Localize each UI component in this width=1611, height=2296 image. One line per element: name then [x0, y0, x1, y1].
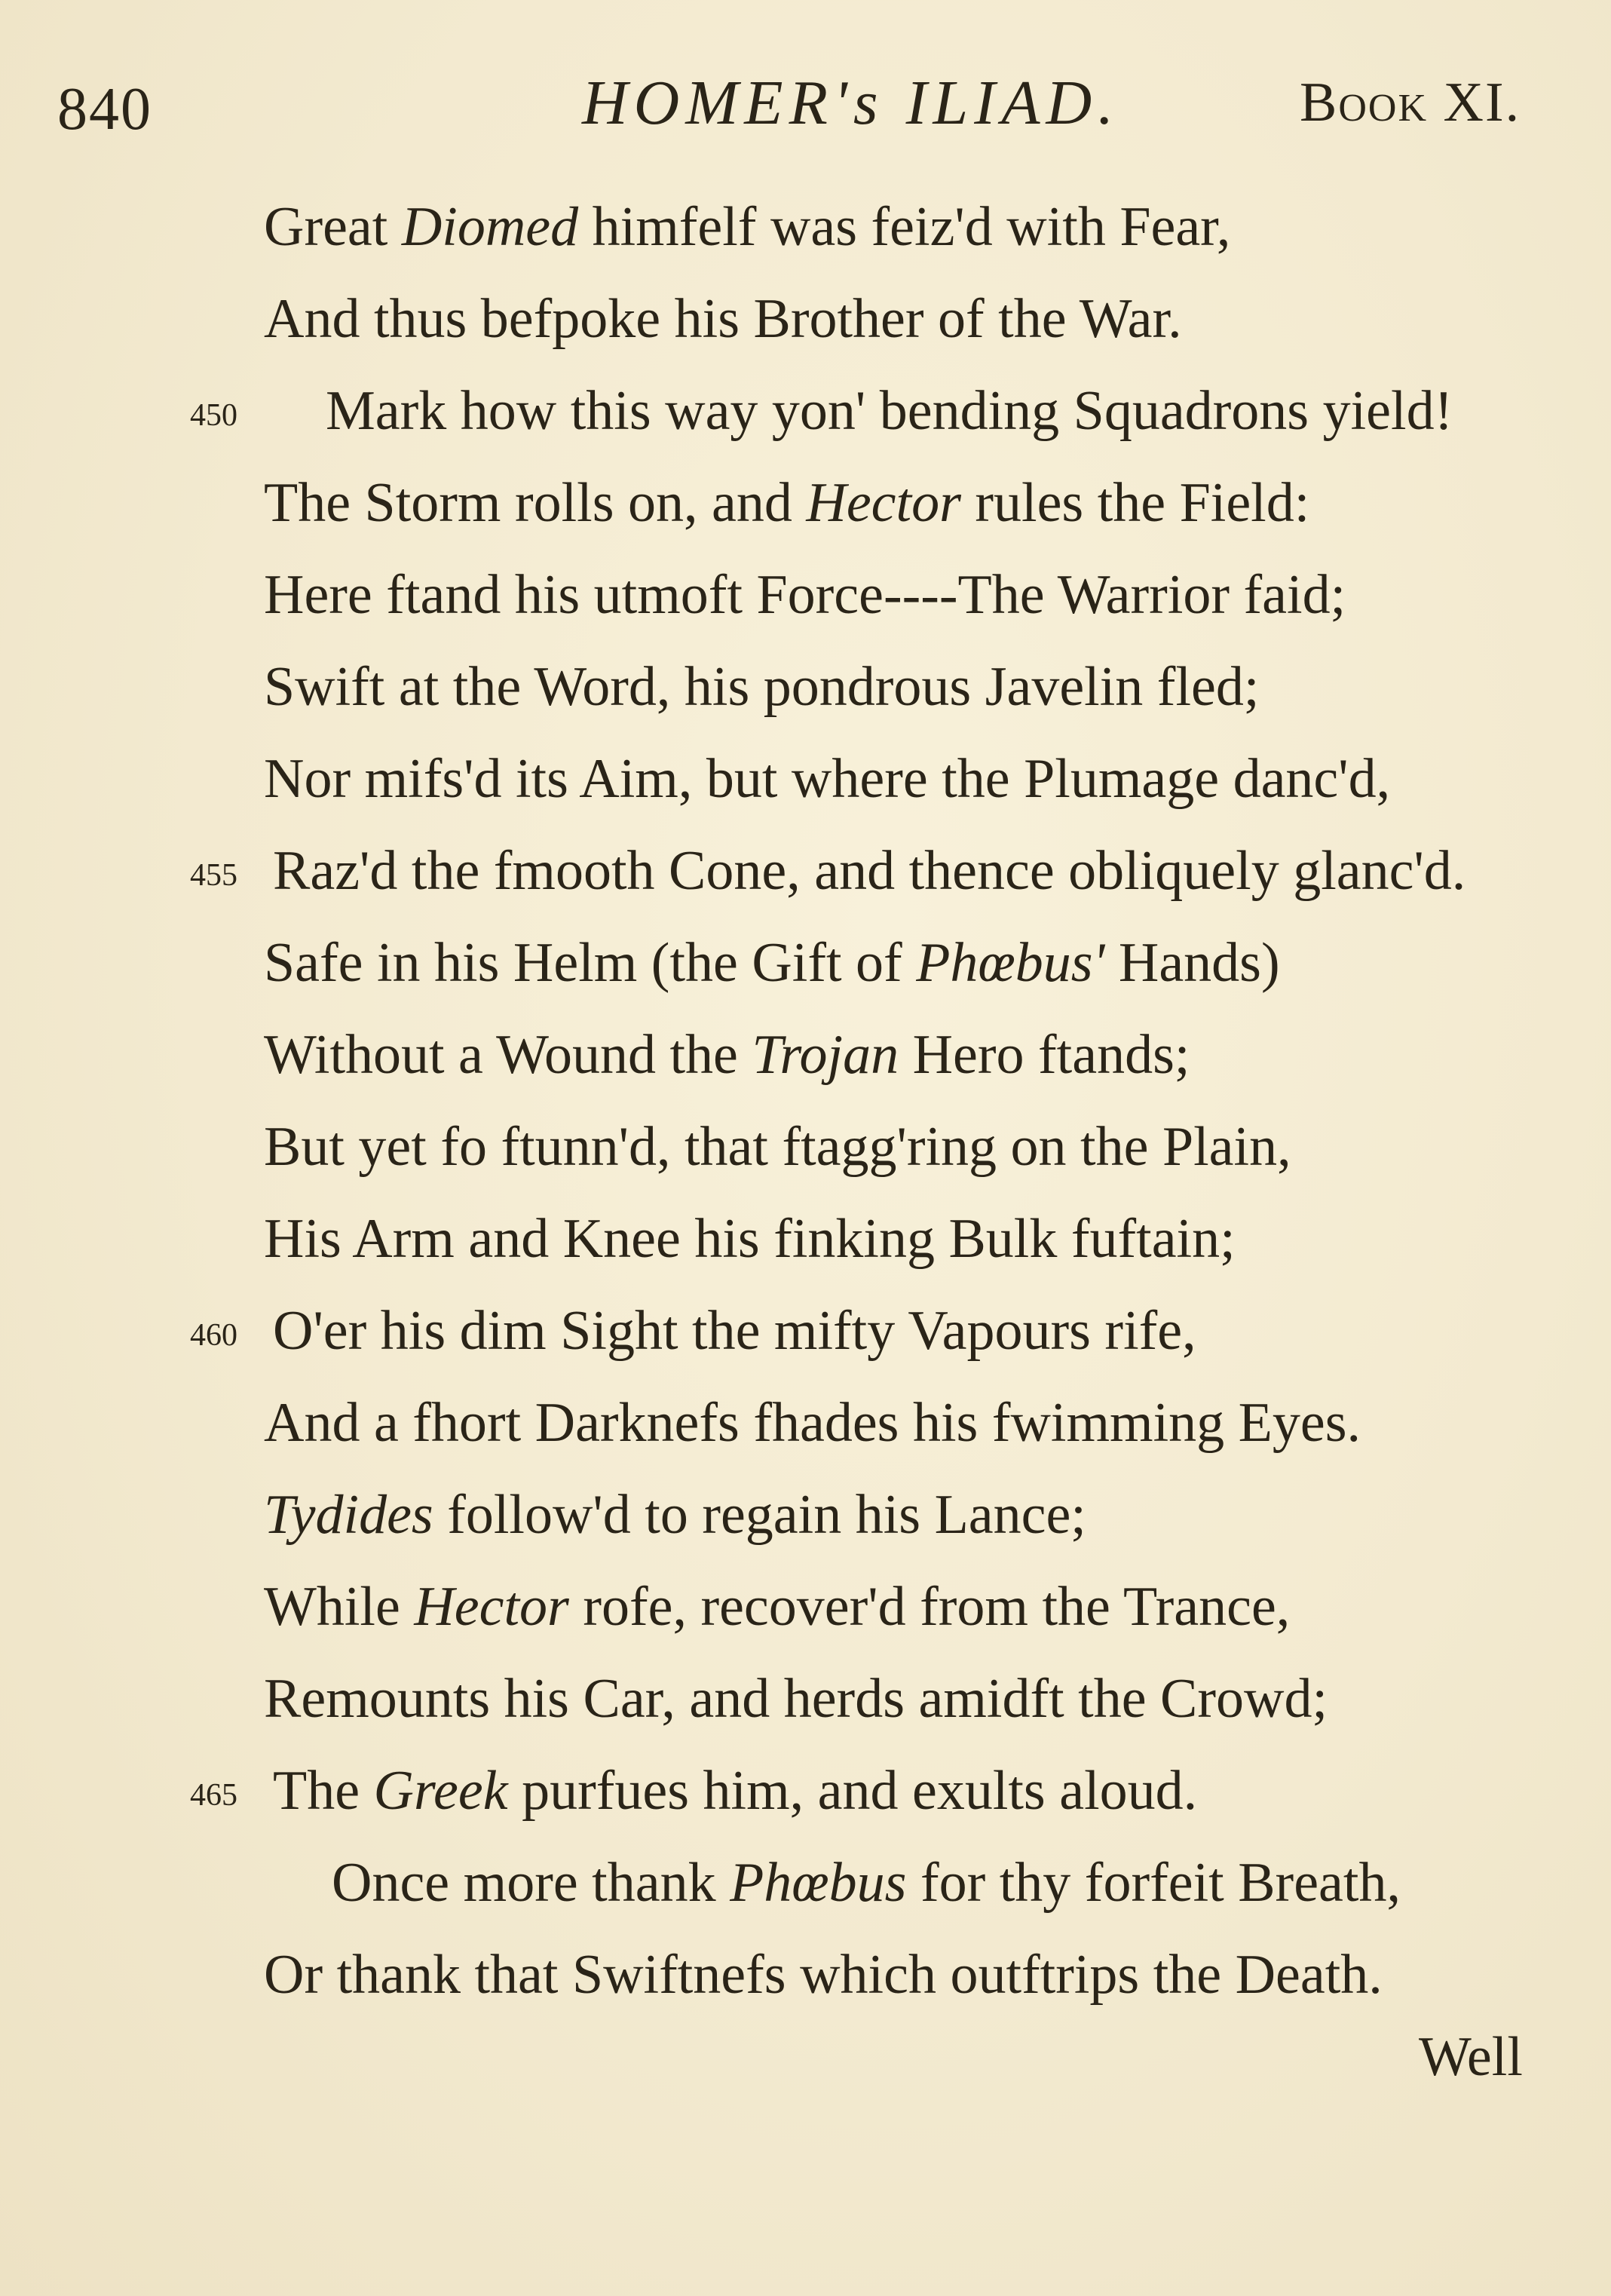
verse-text: [326, 365, 1453, 457]
verse-fragment: rofe, recover'd from the Trance,: [568, 1576, 1291, 1638]
page-number: 840: [57, 76, 152, 143]
verse-fragment: Or thank that Swiftnefs which outftrips the Death.: [264, 1944, 1383, 2006]
verse-line: [0, 641, 1611, 733]
verse-line: [0, 1653, 1611, 1745]
verse-text: [273, 825, 1466, 917]
poem-text: [0, 181, 1611, 2021]
verse-line: [0, 1377, 1611, 1469]
italic-name: Trojan: [752, 1024, 899, 1086]
verse-line: [0, 1929, 1611, 2021]
verse-fragment: But yet fo ftunn'd, that ftagg'ring on the Plain,: [264, 1116, 1291, 1178]
verse-text: [273, 1285, 1196, 1377]
verse-text: [264, 1009, 1190, 1101]
verse-line: [0, 1469, 1611, 1561]
verse-line: [0, 825, 1611, 917]
verse-fragment: O'er his dim Sight the mifty Vapours rife,: [273, 1300, 1196, 1362]
verse-text: [264, 549, 1346, 641]
verse-fragment: Nor mifs'd its Aim, but where the Plumage danc'd,: [264, 748, 1391, 810]
verse-text: [264, 1193, 1236, 1285]
verse-line: [0, 1285, 1611, 1377]
verse-fragment: Mark how this way yon' bending Squadrons yield!: [326, 380, 1453, 442]
verse-fragment: Hero ftands;: [899, 1024, 1190, 1086]
line-number: 460: [190, 1318, 237, 1353]
verse-fragment: Great: [264, 196, 402, 258]
verse-text: [264, 733, 1390, 825]
verse-text: [264, 1101, 1291, 1193]
verse-line: [0, 1101, 1611, 1193]
verse-text: [264, 273, 1182, 365]
verse-fragment: himfelf was feiz'd with Fear,: [578, 196, 1231, 258]
verse-text: [264, 1561, 1290, 1653]
verse-fragment: Once more thank: [332, 1852, 730, 1914]
italic-name: Hector: [414, 1576, 569, 1638]
italic-name: Hector: [806, 472, 961, 534]
verse-text: [264, 1653, 1328, 1745]
italic-name: Greek: [373, 1760, 508, 1822]
verse-fragment: Swift at the Word, his pondrous Javelin fled;: [264, 656, 1260, 718]
verse-fragment: While: [264, 1576, 415, 1638]
verse-text: [264, 917, 1280, 1009]
verse-fragment: The: [273, 1760, 374, 1822]
verse-line: [0, 365, 1611, 457]
verse-fragment: Here ftand his utmoft Force----The Warrior faid;: [264, 564, 1346, 626]
line-number: 450: [190, 398, 237, 433]
verse-text: [332, 1837, 1401, 1929]
page-header: [0, 66, 1611, 142]
verse-line: [0, 1193, 1611, 1285]
verse-text: [264, 1469, 1086, 1561]
verse-fragment: for thy forfeit Breath,: [906, 1852, 1401, 1914]
verse-fragment: Hands): [1104, 932, 1280, 994]
verse-text: [264, 641, 1259, 733]
italic-name: Diomed: [401, 196, 579, 258]
verse-text: [264, 181, 1230, 273]
verse-fragment: And thus befpoke his Brother of the War.: [264, 288, 1182, 350]
verse-line: [0, 273, 1611, 365]
verse-fragment: Remounts his Car, and herds amidft the Crowd;: [264, 1668, 1328, 1730]
verse-fragment: His Arm and Knee his finking Bulk fuftain;: [264, 1208, 1236, 1270]
running-title: HOMER's ILIAD.: [582, 68, 1120, 138]
verse-fragment: And a fhort Darknefs fhades his fwimming Eyes.: [264, 1392, 1361, 1454]
line-number: 465: [190, 1778, 237, 1813]
verse-text: [264, 1929, 1383, 2021]
verse-line: [0, 1561, 1611, 1653]
verse-fragment: rules the Field:: [960, 472, 1310, 534]
italic-name: Phœbus': [916, 932, 1105, 994]
italic-name: Phœbus: [730, 1852, 907, 1914]
verse-line: [0, 733, 1611, 825]
verse-text: [264, 457, 1309, 549]
verse-line: [0, 1009, 1611, 1101]
verse-line: [0, 1745, 1611, 1837]
verse-line: [0, 457, 1611, 549]
verse-fragment: Raz'd the fmooth Cone, and thence obliquely glanc'd.: [273, 840, 1466, 902]
catchword: Well: [1419, 2026, 1523, 2088]
verse-fragment: The Storm rolls on, and: [264, 472, 807, 534]
line-number: 455: [190, 858, 237, 893]
verse-fragment: purfues him, and exults aloud.: [507, 1760, 1198, 1822]
verse-line: [0, 181, 1611, 273]
verse-line: [0, 917, 1611, 1009]
verse-text: [273, 1745, 1197, 1837]
italic-name: Tydides: [264, 1484, 433, 1546]
verse-fragment: Without a Wound the: [264, 1024, 752, 1086]
verse-text: [264, 1377, 1361, 1469]
verse-fragment: Safe in his Helm (the Gift of: [264, 932, 917, 994]
verse-line: [0, 549, 1611, 641]
verse-fragment: follow'd to regain his Lance;: [433, 1484, 1086, 1546]
verse-line: [0, 1837, 1611, 1929]
book-label: Book XI.: [1300, 72, 1521, 133]
